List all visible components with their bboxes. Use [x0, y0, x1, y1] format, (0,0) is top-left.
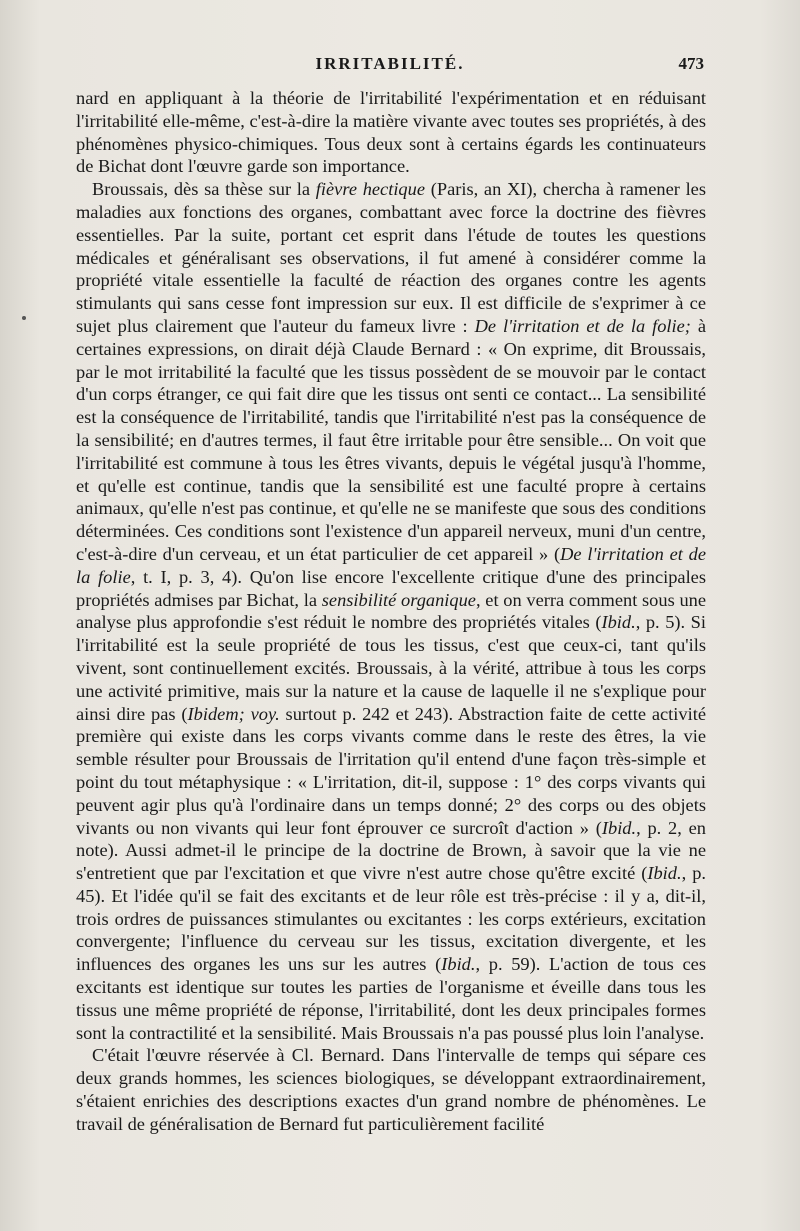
page-number: 473	[678, 54, 704, 73]
italic-title: De l'irritation et de la folie	[76, 543, 706, 587]
text-run: , p. 5). Si l'irritabilité est la seule propriété de tous les tissus, c'est que ceux-ci, tant qu'ils vivent, sont continuellement excités. Broussais, à la vérité, attribue à tous les corps une activité primitive, mais sur la nature et la cause de laquelle il ne s'explique pour ainsi dire pas (	[76, 612, 706, 724]
italic-ref: Ibid.	[601, 612, 636, 633]
text-run: , et on verra comment sous une analyse plus approfondie s'est réduit le nombre des propriétés vitales (	[76, 589, 707, 633]
italic-ref: Ibid.	[601, 817, 637, 838]
body-text	[76, 87, 706, 1136]
text-run: , p. 2, en note). Aussi admet-il le principe de la doctrine de Brown, à savoir que la vie ne s'entretient que par l'excitation et que vivre n'est autre chose qu'être excité (	[76, 817, 706, 884]
italic-ref: Ibid.	[441, 954, 476, 975]
ink-speck	[22, 316, 26, 320]
italic-ref: Ibidem; voy.	[187, 703, 280, 724]
paragraph-3: C'était l'œuvre réservée à Cl. Bernard. Dans l'intervalle de temps qui sépare ces deux grands hommes, les sciences biologiques, se développant extraordinairement, s'étaient enrichies des descriptions exactes d'un grand nombre de phénomènes. Le travail de généralisation de Bernard fut particulièrement facilité	[76, 1045, 706, 1134]
quotation: à certaines expressions, on dirait déjà Claude Bernard : « On exprime, dit Broussais, par le mot irritabilité la faculté que les tissus possèdent de se mouvoir par le contact d'un corps étranger, ce qui fait dire que les tissus ont senti ce contact... La sensibilité est la conséquence de l'irritabilité, tandis que l'irritabilité n'est pas la conséquence de la sensibilité; en d'autres termes, il faut être irritable pour être sensible... On voit que l'irritabilité est commune à tous les êtres vivants, depuis le végétal jusqu'à l'homme, et qu'elle est continue, tandis que la sensibilité est une faculté propre à certains animaux, qu'elle n'est pas continue, et qu'elle ne se manifeste que sous des conditions déterminées. Ces conditions sont l'existence d'un appareil nerveux, muni d'un centre, c'est-à-dire d'un cerveau, et un état particulier de cet appareil » (	[76, 315, 706, 564]
text-run: surtout p. 242 et 243). Abstraction faite de cette activité première qui existe dans les corps vivants comme dans le reste des êtres, la vie semble résulter pour Broussais de l'irritation qu'il entend d'une façon très-simple et point du tout métaphysique : « L'irritation, dit-il, suppose : 1° des corps vivants qui peuvent agir plus qu'à l'ordinaire dans un temps donné; 2° des corps ou des objets vivants ou non vivants qui leur font éprouver ce surcroît d'action » (	[76, 703, 706, 838]
running-title: IRRITABILITÉ.	[315, 54, 465, 73]
page-header	[76, 54, 704, 80]
paragraph-2	[76, 178, 706, 1044]
text-run: (Paris, an XI), chercha à ramener les maladies aux fonctions des organes, combattant avec force la doctrine des fièvres essentielles. Par la suite, portant cet esprit dans l'étude de toutes les questions médicales et généralisant ses observations, il fut amené à considérer comme la propriété vitale essentielle la faculté de réaction des organes contre les agents stimulants qui sans cesse font impression sur eux. Il est difficile de s'exprimer à ce sujet plus clairement que l'auteur du fameux livre :	[76, 179, 707, 336]
paragraph-1: nard en appliquant à la théorie de l'irritabilité l'expérimentation et en réduisant l'irritabilité elle-même, c'est-à-dire la matière vivante avec toutes ses propriétés, à des phénomènes physico-chimiques. Tous deux sont à certains égards les continuateurs de Bichat dont l'œuvre garde son importance.	[76, 88, 706, 177]
italic-title: fièvre hectique	[315, 179, 425, 200]
italic-term: sensibilité organique	[321, 589, 476, 610]
text-run: Broussais, dès sa thèse sur la	[92, 179, 316, 200]
text-run: , t. I, p. 3, 4). Qu'on lise encore l'excellente critique d'une des principales propriétés admises par Bichat, la	[76, 566, 706, 610]
text-run: , p. 59). L'action de tous ces excitants est identique sur toutes les parties de l'organisme et éveille dans tous les tissus une même propriété de réponse, l'irritabilité, dont les deux principales formes sont la contractilité et la sensibilité. Mais Broussais n'a pas poussé plus loin l'analyse.	[76, 954, 706, 1043]
text-run: , p. 45). Et l'idée qu'il se fait des excitants et de leur rôle est très-précise : il y a, dit-il, trois ordres de puissances stimulantes ou excitantes : les corps extérieurs, excitation convergente; l'influence du cerveau sur les tissus, excitation divergente, et les influences des organes les uns sur les autres (	[76, 863, 706, 975]
italic-title: De l'irritation et de la folie;	[474, 315, 691, 336]
italic-ref: Ibid.	[647, 863, 682, 884]
